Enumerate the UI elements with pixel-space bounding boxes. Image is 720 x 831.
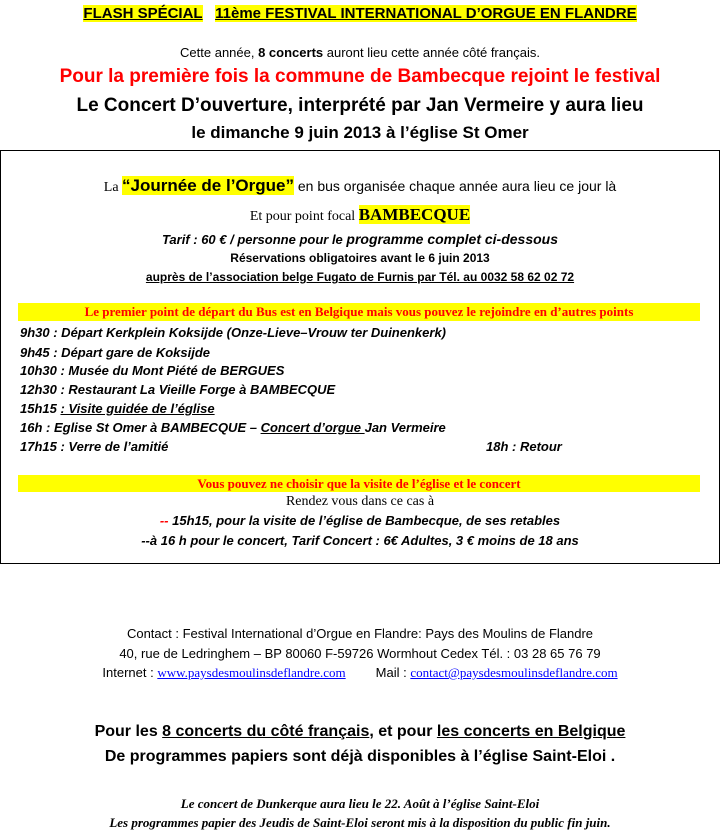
- journee-title-line: La “Journée de l’Orgue” en bus organisée chaque année aura lieu ce jour là: [103, 176, 617, 195]
- concert-option: --à 16 h pour le concert, Tarif Concert : 6€ Adultes, 3 € moins de 18 ans: [141, 533, 579, 548]
- flash-label: FLASH SPÉCIAL: [83, 5, 203, 22]
- rendezvous-line: Rendez vous dans ce cas à: [285, 494, 435, 509]
- visit-option: -- 15h15, pour la visite de l’église de Bambecque, de ses retables: [159, 513, 561, 528]
- bus-notice: Le premier point de départ du Bus est en Belgique mais vous pouvez le rejoindre en d’autres points: [18, 303, 700, 321]
- tarif-line: Tarif : 60 € / personne pour le programme complet ci-dessous: [161, 231, 559, 247]
- itinerary-item: 9h45 : Départ gare de Koksijde: [20, 345, 211, 360]
- association-line: auprès de l’association belge Fugato de Furnis par Tél. au 0032 58 62 02 72: [145, 270, 575, 284]
- itinerary-item: 16h : Eglise St Omer à BAMBECQUE – Concert d’orgue Jan Vermeire: [20, 420, 446, 435]
- bambecque-announcement: Pour la première fois la commune de Bambecque rejoint le festival: [59, 66, 661, 87]
- itinerary-item: 9h30 : Départ Kerkplein Koksijde (Onze-Lieve–Vrouw ter Duinenkerk): [20, 325, 446, 340]
- programmes-note: Les programmes papier des Jeudis de Saint-Eloi seront mis à la disposition du public fin juin.: [109, 815, 611, 830]
- itinerary-item: 10h30 : Musée du Mont Piété de BERGUES: [20, 363, 285, 378]
- website-link[interactable]: www.paysdesmoulinsdeflandre.com: [157, 665, 346, 680]
- dunkerque-note: Le concert de Dunkerque aura lieu le 22. Août à l’église Saint-Eloi: [180, 796, 540, 811]
- itinerary-item: 15h15 : Visite guidée de l’église: [20, 401, 215, 416]
- opening-date-line: le dimanche 9 juin 2013 à l’église St Omer: [191, 123, 529, 142]
- journee-title: “Journée de l’Orgue”: [122, 176, 294, 195]
- opening-concert-line: Le Concert D’ouverture, interprété par Jan Vermeire y aura lieu: [76, 95, 644, 116]
- programmes-line: Pour les 8 concerts du côté français, et pour les concerts en Belgique: [94, 723, 626, 740]
- reservation-line: Réservations obligatoires avant le 6 juin 2013: [230, 251, 490, 265]
- address-line: 40, rue de Ledringhem – BP 80060 F-59726 Wormhout Cedex Tél. : 03 28 65 76 79: [119, 646, 601, 661]
- itinerary-item: 17h15 : Verre de l’amitié: [20, 439, 169, 454]
- programmes-availability: De programmes papiers sont déjà disponibles à l’église Saint-Eloi .: [104, 748, 616, 765]
- focal-line: Et pour point focal BAMBECQUE: [249, 205, 471, 224]
- itinerary-item: 18h : Retour: [486, 439, 562, 454]
- flash-header: [0, 5, 720, 22]
- festival-title: 11ème FESTIVAL INTERNATIONAL D’ORGUE EN FLANDRE: [215, 5, 637, 22]
- web-mail-line: Internet : www.paysdesmoulinsdeflandre.com Mail : contact@paysdesmoulinsdeflandre.com: [102, 665, 618, 680]
- choice-notice: Vous pouvez ne choisir que la visite de l’église et le concert: [18, 475, 700, 492]
- contact-line: Contact : Festival International d’Orgue en Flandre: Pays des Moulins de Flandre: [126, 626, 594, 641]
- email-link[interactable]: contact@paysdesmoulinsdeflandre.com: [410, 665, 618, 680]
- itinerary-item: 12h30 : Restaurant La Vieille Forge à BAMBECQUE: [20, 382, 336, 397]
- focal-place: BAMBECQUE: [358, 205, 471, 224]
- intro-text: Cette année, 8 concerts auront lieu cette année côté français.: [180, 45, 540, 60]
